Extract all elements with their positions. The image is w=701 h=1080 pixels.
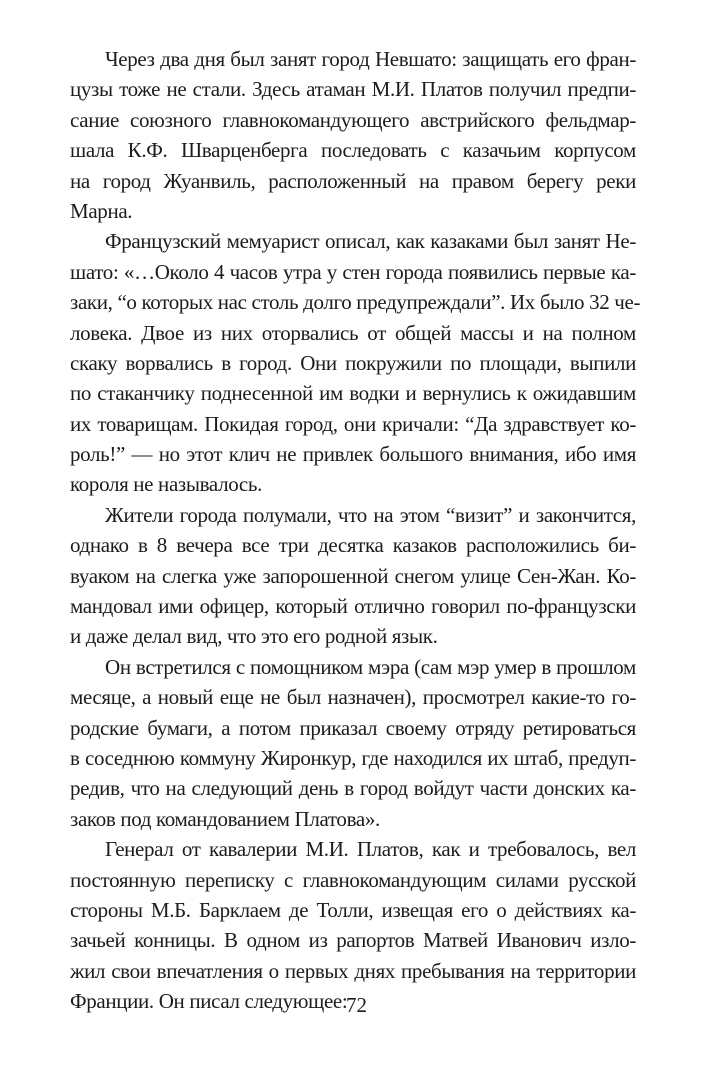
paragraph-2-line-2: шато: «…Около 4 часов утра у стен города появились первые ка-	[70, 259, 636, 284]
page-number: 72	[346, 993, 367, 1017]
paragraph-5-line-6: Франции. Он писал следующее:	[70, 989, 348, 1014]
paragraph-1-line-2: цузы тоже не стали. Здесь атаман М.И. Платов получил предпи-	[70, 77, 636, 102]
paragraph-1-line-6: Марна.	[70, 198, 133, 223]
paragraph-4-line-1: Он встретился с помощником мэра (сам мэр умер в прошлом	[105, 654, 636, 679]
paragraph-3-line-4: мандовал ими офицер, который отлично говорил по-французски	[70, 594, 636, 619]
paragraph-5-line-5: жил свои впечатления о первых днях пребывания на территории	[70, 958, 636, 983]
paragraph-3-line-1: Жители города полумали, что на этом “визит” и закончится,	[105, 502, 636, 527]
paragraph-3-line-5: и даже делал вид, что это его родной язык.	[70, 624, 438, 649]
paragraph-2-line-7: их товарищам. Покидая город, они кричали: “Да здравствует ко-	[70, 411, 636, 436]
paragraph-1-line-4: шала К.Ф. Шварценберга последовать с казачьим корпусом	[70, 138, 636, 163]
paragraph-4-line-3: родские бумаги, а потом приказал своему отряду ретироваться	[70, 715, 636, 740]
paragraph-4-line-5: редив, что на следующий день в город войдут части донских ка-	[70, 776, 636, 801]
paragraph-3-line-3: вуаком на слегка уже запорошенной снегом улице Сен-Жан. Ко-	[70, 563, 636, 588]
paragraph-2-line-3: заки, “о которых нас столь долго предупреждали”. Их было 32 че-	[70, 290, 641, 315]
body-text	[70, 44, 641, 1017]
paragraph-2-line-9: короля не называлось.	[70, 472, 262, 497]
paragraph-2-line-1: Французский мемуарист описал, как казаками был занят Не-	[105, 229, 636, 254]
paragraph-1-line-5: на город Жуанвиль, расположенный на правом берегу реки	[70, 168, 636, 193]
paragraph-2-line-8: роль!” — но этот клич не привлек большого внимания, ибо имя	[70, 442, 636, 467]
paragraph-4-line-6: заков под командованием Платова».	[70, 806, 380, 831]
paragraph-1-line-3: сание союзного главнокомандующего австрийского фельдмар-	[70, 107, 636, 132]
paragraph-4-line-2: месяце, а новый еще не был назначен), просмотрел какие-то го-	[70, 685, 636, 710]
paragraph-3-line-2: однако в 8 вечера все три десятка казаков расположились би-	[70, 533, 636, 558]
paragraph-5-line-3: стороны М.Б. Барклаем де Толли, извещая его о действиях ка-	[70, 897, 636, 922]
paragraph-5-line-2: постоянную переписку с главнокомандующим силами русской	[70, 867, 636, 892]
paragraph-2-line-4: ловека. Двое из них оторвались от общей массы и на полном	[70, 320, 636, 345]
paragraph-5-line-1: Генерал от кавалерии М.И. Платов, как и требовалось, вел	[105, 837, 636, 862]
paragraph-4-line-4: в соседнюю коммуну Жиронкур, где находился их штаб, предуп-	[70, 745, 636, 770]
paragraph-2-line-5: скаку ворвались в город. Они покружили по площади, выпили	[70, 350, 636, 375]
paragraph-2-line-6: по стаканчику поднесенной им водки и вернулись к ожидавшим	[70, 381, 636, 406]
paragraph-1-line-1: Через два дня был занят город Невшато: защищать его фран-	[105, 47, 636, 71]
paragraph-5-line-4: зачьей конницы. В одном из рапортов Матвей Иванович изло-	[70, 928, 636, 953]
